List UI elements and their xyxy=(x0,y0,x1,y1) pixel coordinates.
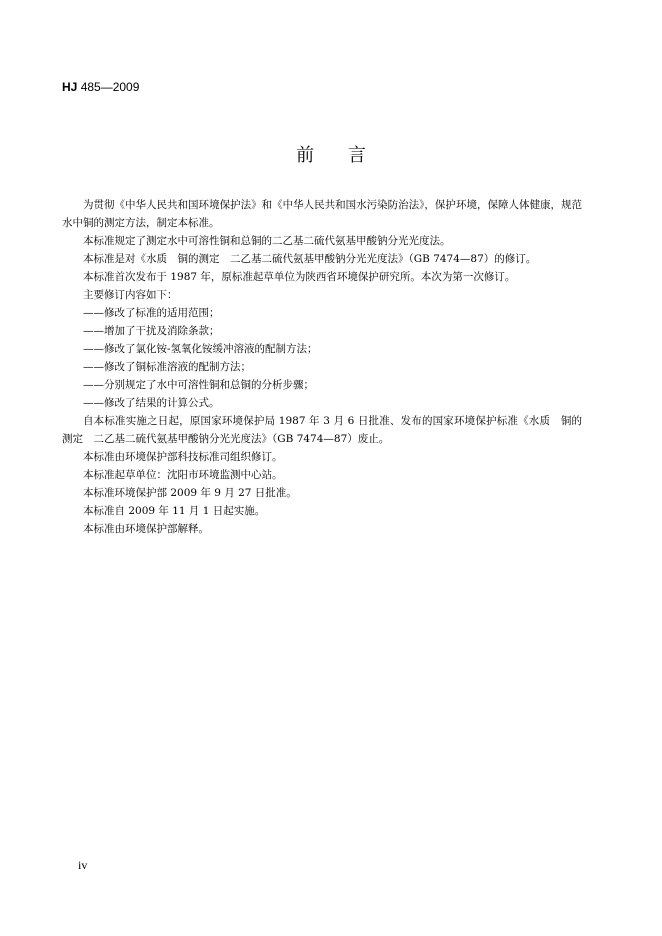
page-number: iv xyxy=(78,858,88,872)
effective-date-paragraph: 本标准自 2009 年 11 月 1 日起实施。 xyxy=(83,505,266,517)
page-title: 前 言 xyxy=(296,145,380,166)
history-paragraph: 本标准首次发布于 1987 年，原标准起草单位为陕西省环境保护研究所。本次为第一次修订。 xyxy=(83,271,516,283)
revision-list-heading: 主要修订内容如下： xyxy=(83,289,178,301)
revision-item: ——修改了标准的适用范围； xyxy=(83,307,220,319)
foreword-body xyxy=(62,196,582,538)
revision-item: ——增加了干扰及消除条款； xyxy=(83,325,220,337)
document-code-header xyxy=(62,80,139,94)
organizer-paragraph: 本标准由环境保护部科技标准司组织修订。 xyxy=(83,451,283,463)
interpretation-paragraph: 本标准由环境保护部解释。 xyxy=(83,523,209,535)
abolition-paragraph: 自本标准实施之日起，原国家环境保护局 1987 年 3 月 6 日批准、发布的国家环境保护标准《水质 铜的测定 二乙基二硫代氨基甲酸钠分光光度法》（GB 7474—87）废止。 xyxy=(62,415,582,445)
scope-paragraph: 本标准规定了测定水中可溶性铜和总铜的二乙基二硫代氨基甲酸钠分光光度法。 xyxy=(83,235,451,247)
standard-number: 485—2009 xyxy=(80,80,140,94)
revision-item: ——分别规定了水中可溶性铜和总铜的分析步骤； xyxy=(83,379,314,391)
revision-statement-paragraph: 本标准是对《水质 铜的测定 二乙基二硫代氨基甲酸钠分光光度法》（GB 7474—87）的修订。 xyxy=(83,253,537,265)
intro-paragraph: 为贯彻《中华人民共和国环境保护法》和《中华人民共和国水污染防治法》，保护环境，保障人体健康，规范水中铜的测定方法，制定本标准。 xyxy=(62,199,582,229)
revision-item: ——修改了铜标准溶液的配制方法； xyxy=(83,361,251,373)
standard-prefix: HJ xyxy=(62,80,78,94)
approval-date-paragraph: 本标准环境保护部 2009 年 9 月 27 日批准。 xyxy=(83,487,297,499)
revision-item: ——修改了结果的计算公式。 xyxy=(83,397,220,409)
drafting-unit-paragraph: 本标准起草单位：沈阳市环境监测中心站。 xyxy=(83,469,283,481)
revision-item: ——修改了氯化铵-氢氧化铵缓冲溶液的配制方法； xyxy=(83,343,318,355)
